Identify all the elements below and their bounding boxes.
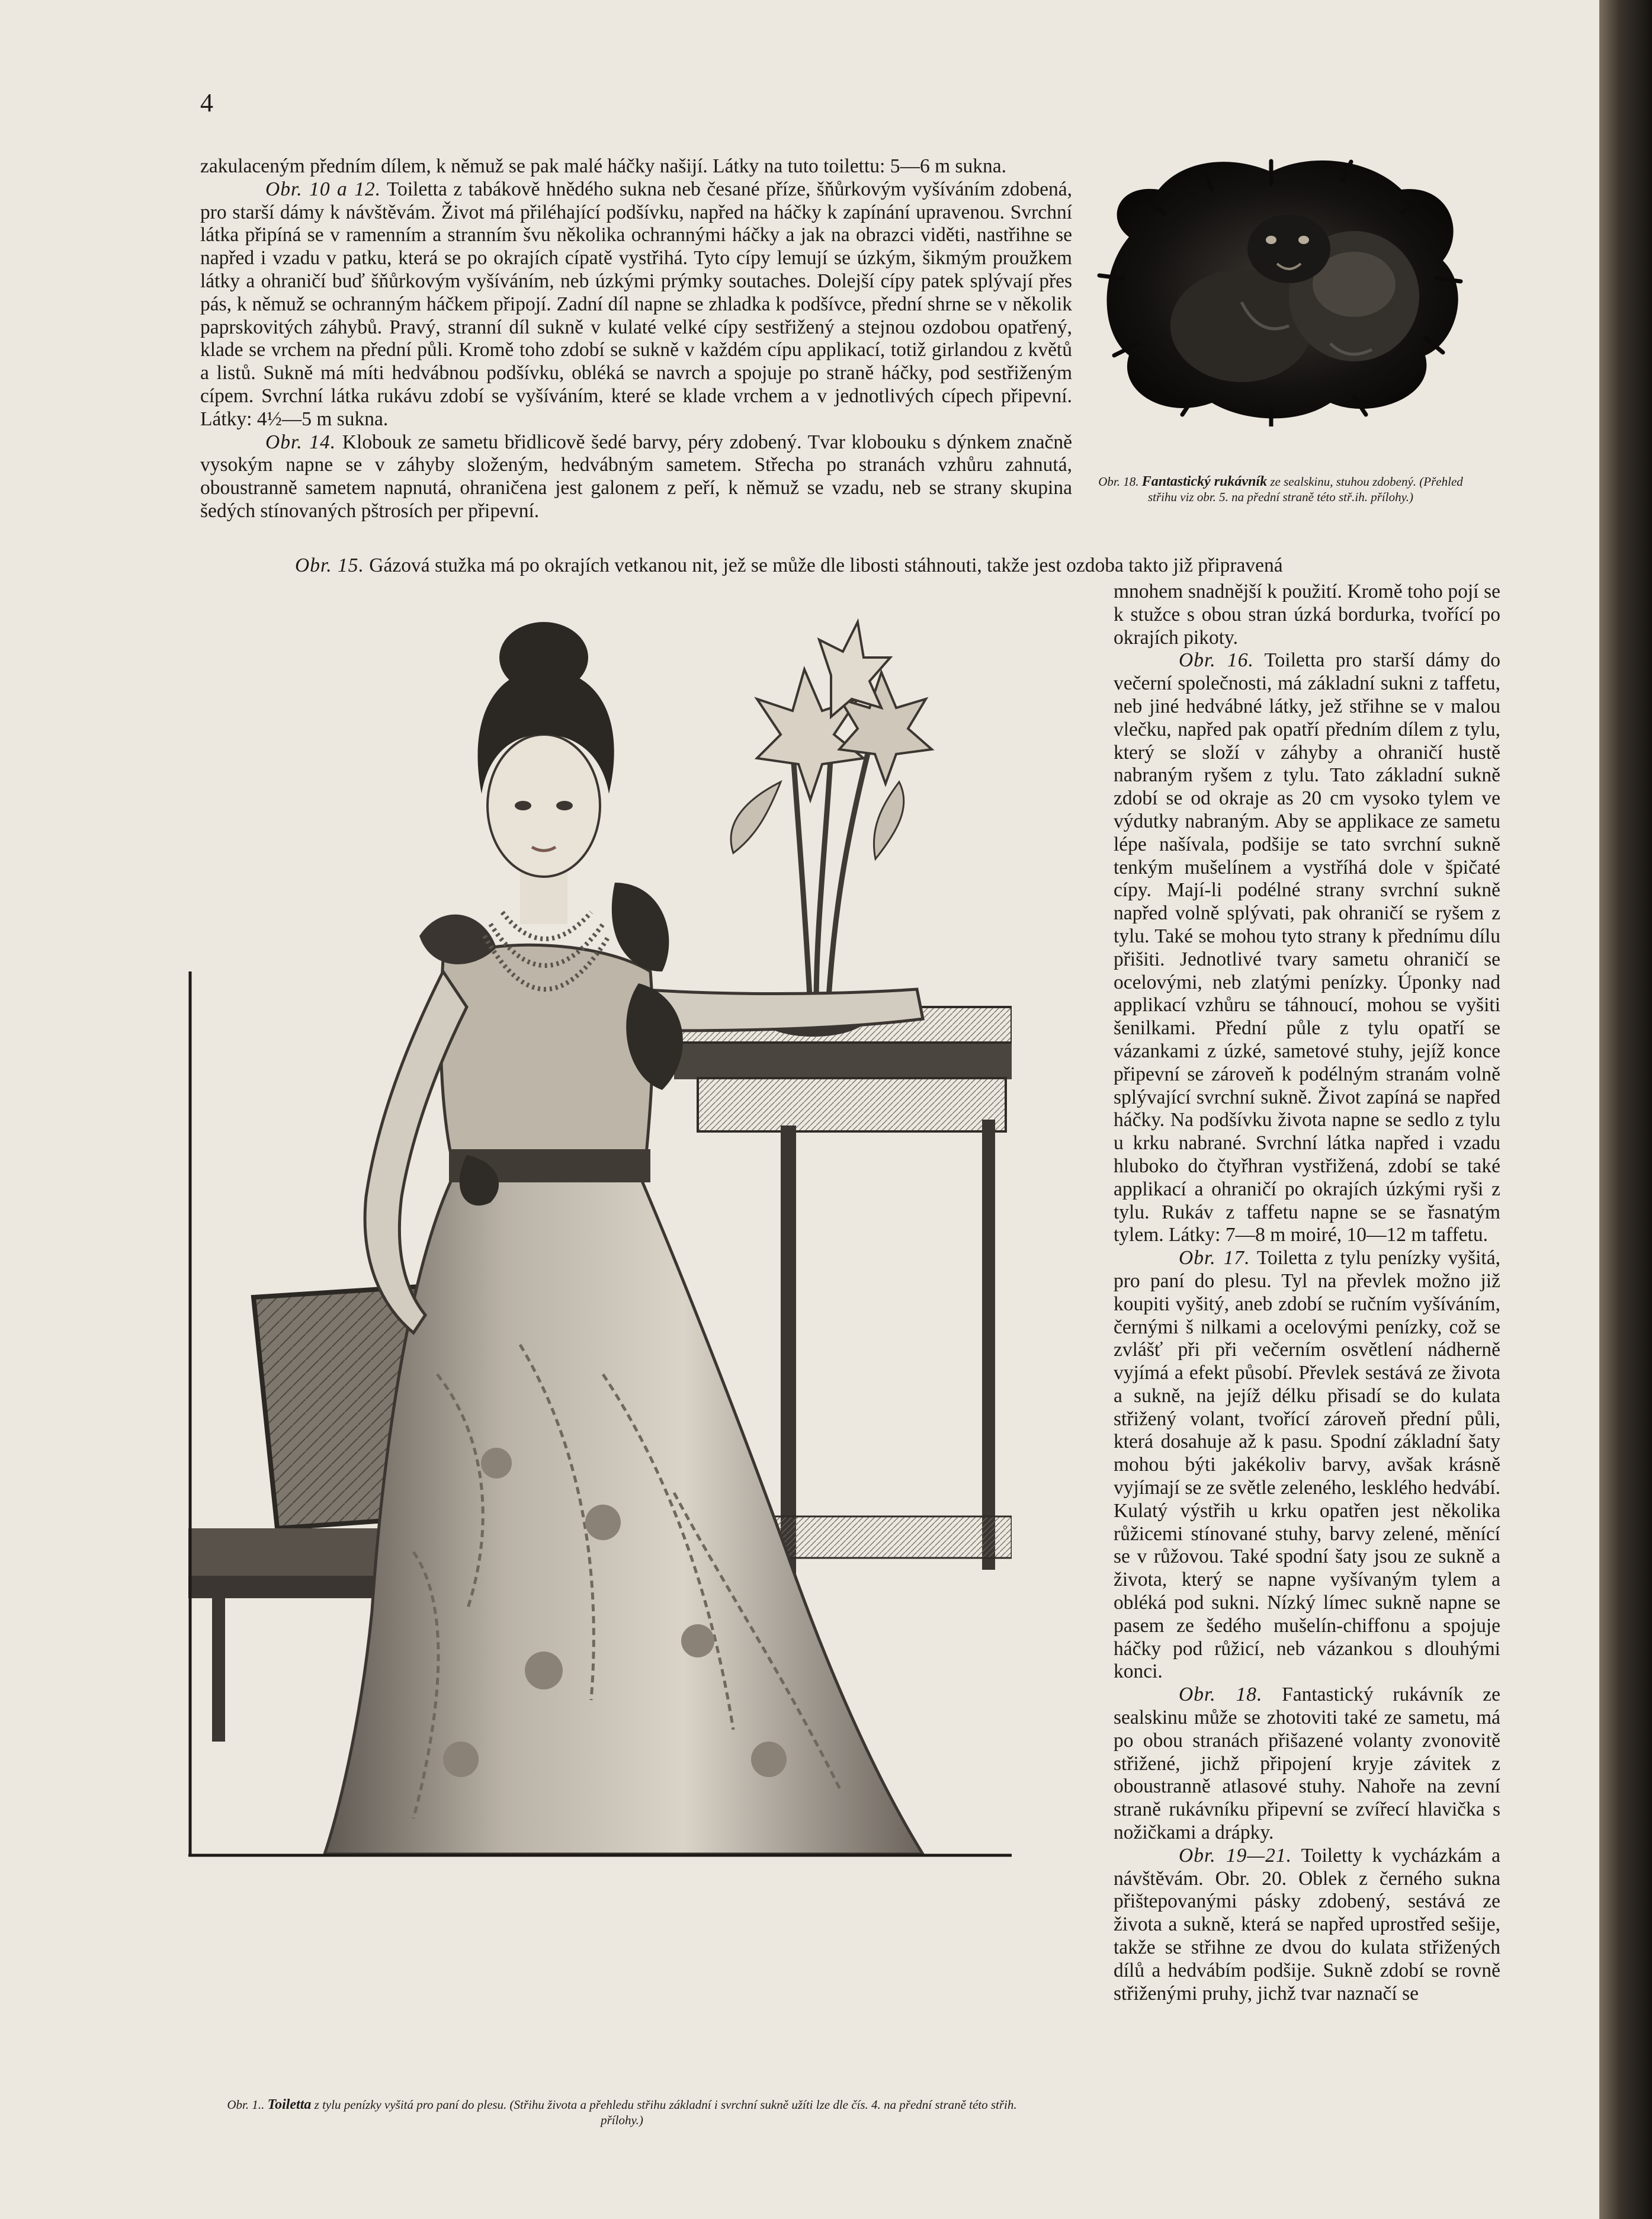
paragraph-obr-19-21 bbox=[1114, 1845, 1500, 2006]
figure-reference: Obr. 15. bbox=[295, 554, 364, 576]
figure-reference: Obr. 16. bbox=[1179, 649, 1254, 672]
book-spine bbox=[1599, 0, 1652, 2219]
paragraph-body: Toiletta z tabákově hnědého sukna neb česané příze, šňůrkovým vyšíváním zdobená, pro starší dámy k návštěvám. Život má přiléhající podšívku, napřed na háčky k zapínání upravenou. Svrchní látka připíná se v ramenním a stranním švu několika ochrannými háčky a jak na obrazci viděti, nastřihne se napřed i vzadu v patku, která se po okrajích cípatě vystřihá. Tyto cípy lemují se úzkým, šikmým proužkem látky a ohraničí buď šňůrkovým vyšíváním, neb úzkými prýmky soutaches. Dolejší cípy patek splývají přes pás, k němuž se ochranným háčkem připojí. Zadní díl napne se zhladka k podšívce, přední shrne se v několik paprskovitých záhybů. Pravý, stranní díl sukně v kulaté velké cípy sestřižený a stejnou ozdobou opatřený, klade se vrchem na přední půli. Kromě toho zdobí se sukně v každém cípu applikací, totiž girlandou z květů a listů. Sukně má míti hedvábnou podšívku, obléká se navrch a spojuje po straně háčky, pod sestřiženým cípem. Svrchní látka rukávu zdobí se vyšíváním, které se klade vrchem a v jednotlivých cípech připevní. Látky: 4½—5 m sukna. bbox=[200, 178, 1072, 430]
caption-title: Fantastický rukávník bbox=[1141, 474, 1268, 489]
paragraph-obr-14 bbox=[200, 431, 1072, 523]
paragraph-obr-17 bbox=[1114, 1247, 1500, 1684]
figure-18-caption bbox=[1085, 474, 1476, 505]
caption-lead: Obr. 1.. bbox=[227, 2098, 265, 2112]
paragraph-body: mnohem snadnější k použití. Kromě toho pojí se k stužce s obou stran úzká bordurka, tvořící po okrajích pikoty. bbox=[1114, 581, 1500, 649]
figure-reference: Obr. 10 a 12. bbox=[265, 178, 381, 200]
woman-figure bbox=[325, 622, 923, 1854]
figure-reference: Obr. 17. bbox=[1179, 1247, 1250, 1269]
figure-reference: Obr. 14. bbox=[265, 431, 336, 453]
fashion-plate-illustration bbox=[188, 604, 1012, 1859]
paragraph-body: zakulaceným předním dílem, k němuž se pak malé háčky našijí. Látky na tuto toilettu: 5—6 m sukna. bbox=[200, 155, 1007, 177]
caption-title: Toiletta bbox=[267, 2097, 312, 2112]
caption-lead: Obr. 18. bbox=[1098, 474, 1139, 489]
paragraph-obr-15-continued bbox=[1114, 581, 1500, 649]
paragraph-obr-10-12 bbox=[200, 178, 1072, 431]
page-number: 4 bbox=[200, 88, 213, 117]
paragraph-body: Gázová stužka má po okrajích vetkanou nit, jež se může dle libosti stáhnouti, takže jest ozdoba takto již připravená bbox=[364, 554, 1283, 576]
paragraph-continuation bbox=[200, 155, 1072, 178]
paragraph-obr-16 bbox=[1114, 649, 1500, 1247]
muff-illustration bbox=[1093, 148, 1473, 427]
paragraph-obr-15 bbox=[200, 554, 1497, 578]
figure-15-caption bbox=[225, 2097, 1019, 2128]
article-top-column bbox=[200, 155, 1072, 523]
paragraph-body: Toiletta z tylu penízky vyšitá, pro paní do plesu. Tyl na převlek možno již koupiti vyšitý, aneb zdobí se ručním vyšíváním, černými š nilkami a ocelovými penízky, což se zvlášť při při večerním osvětlení nádherně vyjímá a efekt působí. Převlek sestává ze života a sukně, na jejíž délku přisadí se do kulata střižený volant, tvořící zároveň přední půli, která dosahuje až k pasu. Spodní základní šaty mohou býti jakékoliv barvy, avšak krásně vyjímají se ze světle zeleného, lesklého hedvábí. Kulatý výstřih u krku opatřen jest několika růžicemi stínované stuhy, barvy zelené, měnící se v růžovou. Také spodní šaty jsou ze sukně a života, který se napne vyšívaným tylem a obléká pod sukni. Nízký límec sukně napne se pasem ze šedého mušelín-chiffonu a spojuje háčky pod růžicí, neb vázankou s dlouhými konci. bbox=[1114, 1247, 1500, 1683]
caption-text: ze sealskinu, stuhou zdobený. (Přehled střihu viz obr. 5. na přední straně této stř.ih. přílohy.) bbox=[1147, 474, 1463, 504]
figure-reference: Obr. 19—21. bbox=[1179, 1844, 1292, 1867]
paragraph-obr-18 bbox=[1114, 1684, 1500, 1845]
paragraph-body: Toiletta pro starší dámy do večerní společnosti, má základní sukni z taffetu, neb jiné hedvábné látky, jež střihne se v malou vlečku, napřed pak opatří předním dílem z tylu, který se složí v záhyby a ohraničí hustě nabraným ryšem z tylu. Tato základní sukně zdobí se od okraje as 20 cm vysoko tylem ve výdutky nabraným. Aby se applikace ze sametu lépe našívala, podšije se tato svrchní sukně tenkým mušelínem a vystříhá dole v špičaté cípy. Mají-li podélné strany svrchní sukně napřed volně splývati, pak ohraničí se ryšem z tylu. Také se mohou tyto strany k přednímu dílu přišiti. Jednotlivé tvary sametu ohraničí se ocelovými, neb zlatými penízky. Úponky nad applikací vzhůru se táhnoucí, mohou se vyšiti šenilkami. Přední půle z tylu opatří se vázankami z úzké, sametové stuhy, jejíž konce připevní se zároveň k podélným stranám volně splývající svrchní sukně. Život zapíná se napřed háčky. Na podšívku života napne se sedlo z tylu u krku nabrané. Svrchní látka napřed i vzadu hluboko do čtyřhran vystřižená, zdobí se také applikací a ohraničí po okrajích úzkými ryši z tylu. Rukáv z taffetu napne se se řasnatým tylem. Látky: 7—8 m moiré, 10—12 m taffetu. bbox=[1114, 649, 1500, 1246]
potted-flowers bbox=[731, 622, 932, 1037]
paragraph-body: Klobouk ze sametu břidlicově šedé barvy, péry zdobený. Tvar klobouku s dýnkem značně vysokým napne se v záhyby složeným, hedvábným sametem. Střecha po stranách vzhůru zahnutá, oboustranně sametem napnutá, ohraničena jest galonem z peří, k němuž se vzadu, neb se strany skupina šedých stínovaných pštrosích per připevní. bbox=[200, 431, 1072, 522]
paragraph-body: Toiletty k vycházkám a návštěvám. Obr. 20. Oblek z černého sukna přištepovanými pásky zdobený, sestává ze života a sukně, která se napřed uprostřed sešije, takže se střihne ze dvou do kulata střižených dílů a hedvábím podšije. Sukně zdobí se rovně střiženými pruhy, jichž tvar naznačí se bbox=[1114, 1844, 1500, 2005]
paragraph-body: Fantastický rukávník ze sealskinu může se zhotoviti také ze sametu, má po obou stranách přišazené volanty zvonovitě střižené, jichž připojení kryje závitek z oboustranně atlasové stuhy. Nahoře na zevní straně rukávníku připevní se zvířecí hlavička s nožičkami a drápky. bbox=[1114, 1684, 1500, 1844]
figure-reference: Obr. 18. bbox=[1179, 1684, 1263, 1706]
article-right-column bbox=[1114, 581, 1500, 2005]
caption-text: z tylu penízky vyšitá pro paní do plesu. (Střihu života a přehledu střihu základní i svrchní sukně užíti lze dle čís. 4. na přední straně této střih. přílohy.) bbox=[311, 2098, 1017, 2127]
